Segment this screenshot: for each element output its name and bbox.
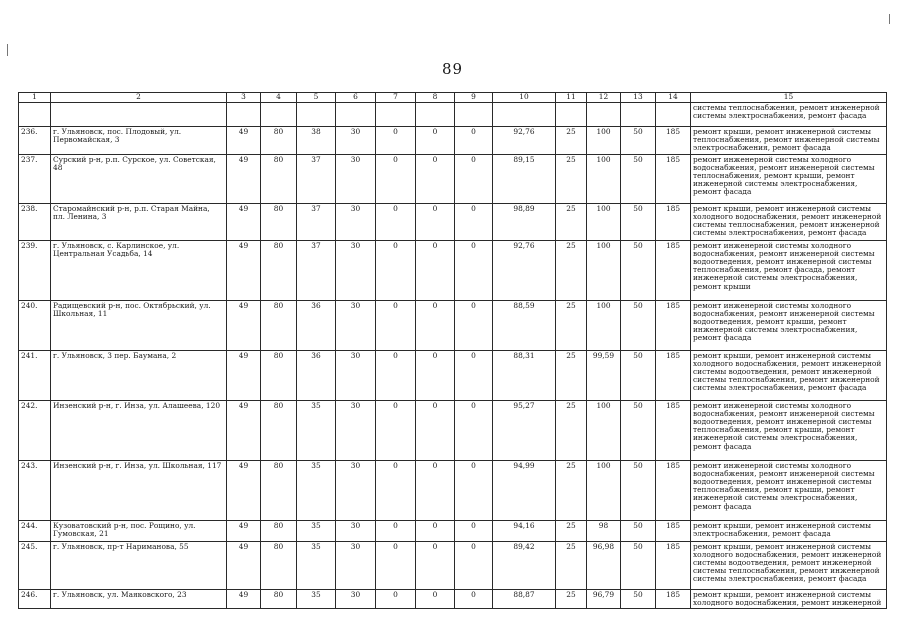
value-c14: 185 [656,350,691,400]
value-c14: 185 [656,589,691,608]
address: Инзенский р-н, г. Инза, ул. Школьная, 117 [51,460,227,520]
row-number: 236. [19,127,51,155]
address: г. Ульяновск, пос. Плодовый, ул. Первомайская, 3 [51,127,227,155]
row-number: 242. [19,400,51,460]
address: Кузоватовский р-н, пос. Рощино, ул. Гумовская, 21 [51,520,227,541]
value-c4: 80 [261,240,297,300]
value-c5: 35 [297,589,336,608]
value-c9: 0 [455,127,493,155]
column-number: 3 [227,93,261,103]
column-number: 9 [455,93,493,103]
value-c8: 0 [416,400,455,460]
value-c4: 80 [261,400,297,460]
value-c12: 98 [587,520,621,541]
value-c9: 0 [455,203,493,240]
value-c13: 50 [621,350,656,400]
column-number-row [19,93,887,103]
value-c3: 49 [227,127,261,155]
column-number: 14 [656,93,691,103]
row-number: 239. [19,240,51,300]
value-c9: 0 [455,300,493,350]
value-c9: 0 [455,154,493,203]
row-number: 241. [19,350,51,400]
value-c9: 0 [455,240,493,300]
value-c13: 50 [621,300,656,350]
value-c4: 80 [261,154,297,203]
value-c14: 185 [656,154,691,203]
value-c10: 92,76 [493,240,556,300]
value-c3: 49 [227,154,261,203]
value-c9: 0 [455,400,493,460]
value-c13: 50 [621,127,656,155]
address: Инзенский р-н, г. Инза, ул. Алашеева, 120 [51,400,227,460]
table-row [19,203,887,240]
value-c14: 185 [656,541,691,589]
value-c3: 49 [227,350,261,400]
row-number: 238. [19,203,51,240]
value-c13: 50 [621,400,656,460]
works-list: системы теплоснабжения, ремонт инженерной системы электроснабжения, ремонт фасада [691,103,887,127]
value-c8: 0 [416,203,455,240]
column-number: 2 [51,93,227,103]
value-c5: 37 [297,154,336,203]
value-c10: 89,15 [493,154,556,203]
value-c11: 25 [556,460,587,520]
value-c4: 80 [261,589,297,608]
value-c6: 30 [336,203,376,240]
value-c4: 80 [261,520,297,541]
value-c13: 50 [621,240,656,300]
value-c14: 185 [656,300,691,350]
value-c8: 0 [416,300,455,350]
value-c12: 100 [587,400,621,460]
value-c5: 37 [297,203,336,240]
address: г. Ульяновск, 3 пер. Баумана, 2 [51,350,227,400]
address: г. Ульяновск, с. Карлинское, ул. Центральная Усадьба, 14 [51,240,227,300]
value-c9: 0 [455,541,493,589]
value-c3: 49 [227,460,261,520]
value-c14: 185 [656,203,691,240]
table-row [19,154,887,203]
value-c5: 36 [297,300,336,350]
continuation-row [19,103,887,127]
value-c10: 94,16 [493,520,556,541]
column-number: 5 [297,93,336,103]
value-c4: 80 [261,541,297,589]
value-c4: 80 [261,460,297,520]
value-c14: 185 [656,127,691,155]
scan-mark [889,14,890,24]
scan-mark [7,44,8,56]
value-c11: 25 [556,520,587,541]
value-c7: 0 [376,300,416,350]
value-c7: 0 [376,589,416,608]
value-c7: 0 [376,127,416,155]
value-c11: 25 [556,589,587,608]
value-c3: 49 [227,300,261,350]
works-list: ремонт крыши, ремонт инженерной системы электроснабжения, ремонт фасада [691,520,887,541]
value-c10: 92,76 [493,127,556,155]
value-c9: 0 [455,460,493,520]
value-c3: 49 [227,520,261,541]
value-c8: 0 [416,541,455,589]
value-c14: 185 [656,240,691,300]
value-c7: 0 [376,203,416,240]
row-number: 245. [19,541,51,589]
value-c8: 0 [416,350,455,400]
value-c12: 96,79 [587,589,621,608]
value-c6: 30 [336,154,376,203]
value-c11: 25 [556,240,587,300]
value-c12: 100 [587,154,621,203]
value-c9: 0 [455,520,493,541]
value-c7: 0 [376,154,416,203]
address: Старомайнский р-н, р.п. Старая Майна, пл. Ленина, 3 [51,203,227,240]
address: г. Ульяновск, пр-т Нариманова, 55 [51,541,227,589]
column-number: 1 [19,93,51,103]
value-c3: 49 [227,589,261,608]
value-c10: 88,59 [493,300,556,350]
value-c5: 35 [297,460,336,520]
value-c4: 80 [261,127,297,155]
value-c3: 49 [227,203,261,240]
column-number: 12 [587,93,621,103]
value-c10: 89,42 [493,541,556,589]
row-number: 244. [19,520,51,541]
column-number: 11 [556,93,587,103]
value-c11: 25 [556,541,587,589]
value-c8: 0 [416,240,455,300]
value-c6: 30 [336,400,376,460]
repair-register-table [18,92,887,609]
works-list: ремонт инженерной системы холодного водоснабжения, ремонт инженерной системы водоотведения, ремонт крыши, ремонт инженерной системы электроснабжения, ремонт фасада [691,300,887,350]
table-row [19,127,887,155]
value-c7: 0 [376,350,416,400]
value-c3: 49 [227,240,261,300]
table-row [19,460,887,520]
row-number: 237. [19,154,51,203]
value-c6: 30 [336,520,376,541]
value-c11: 25 [556,400,587,460]
column-number: 7 [376,93,416,103]
value-c12: 96,98 [587,541,621,589]
value-c4: 80 [261,350,297,400]
address: Радищевский р-н, пос. Октябрьский, ул. Школьная, 11 [51,300,227,350]
value-c9: 0 [455,589,493,608]
value-c14: 185 [656,460,691,520]
works-list: ремонт крыши, ремонт инженерной системы холодного водоснабжения, ремонт инженерной [691,589,887,608]
value-c8: 0 [416,520,455,541]
value-c12: 100 [587,300,621,350]
value-c11: 25 [556,300,587,350]
value-c10: 95,27 [493,400,556,460]
value-c5: 36 [297,350,336,400]
value-c7: 0 [376,240,416,300]
address: г. Ульяновск, ул. Маяковского, 23 [51,589,227,608]
value-c8: 0 [416,127,455,155]
row-number: 246. [19,589,51,608]
value-c7: 0 [376,400,416,460]
value-c13: 50 [621,460,656,520]
value-c11: 25 [556,203,587,240]
value-c10: 94,99 [493,460,556,520]
works-list: ремонт инженерной системы холодного водоснабжения, ремонт инженерной системы теплоснабжения, ремонт крыши, ремонт инженерной системы электроснабжения, ремонт фасада [691,154,887,203]
value-c10: 98,89 [493,203,556,240]
column-number: 13 [621,93,656,103]
value-c7: 0 [376,460,416,520]
value-c5: 37 [297,240,336,300]
column-number: 4 [261,93,297,103]
value-c3: 49 [227,541,261,589]
value-c12: 100 [587,460,621,520]
value-c5: 35 [297,400,336,460]
value-c14: 185 [656,520,691,541]
works-list: ремонт инженерной системы холодного водоснабжения, ремонт инженерной системы водоотведения, ремонт инженерной системы теплоснабжения, ремонт крыши, ремонт инженерной системы электроснабжения, ремонт фасада [691,460,887,520]
value-c9: 0 [455,350,493,400]
value-c6: 30 [336,589,376,608]
value-c12: 99,59 [587,350,621,400]
value-c5: 38 [297,127,336,155]
row-number: 243. [19,460,51,520]
column-number: 10 [493,93,556,103]
value-c7: 0 [376,520,416,541]
value-c6: 30 [336,127,376,155]
value-c4: 80 [261,203,297,240]
value-c11: 25 [556,154,587,203]
value-c12: 100 [587,240,621,300]
value-c8: 0 [416,460,455,520]
table-row [19,520,887,541]
value-c13: 50 [621,541,656,589]
works-list: ремонт крыши, ремонт инженерной системы холодного водоснабжения, ремонт инженерной системы теплоснабжения, ремонт инженерной системы электроснабжения, ремонт фасада [691,203,887,240]
value-c13: 50 [621,520,656,541]
value-c10: 88,87 [493,589,556,608]
value-c8: 0 [416,589,455,608]
value-c12: 100 [587,127,621,155]
table-row [19,350,887,400]
value-c3: 49 [227,400,261,460]
value-c10: 88,31 [493,350,556,400]
value-c7: 0 [376,541,416,589]
address: Сурский р-н, р.п. Сурское, ул. Советская, 48 [51,154,227,203]
works-list: ремонт инженерной системы холодного водоснабжения, ремонт инженерной системы водоотведения, ремонт инженерной системы теплоснабжения, ремонт крыши, ремонт инженерной системы электроснабжения, ремонт фасада [691,400,887,460]
value-c11: 25 [556,350,587,400]
works-list: ремонт крыши, ремонт инженерной системы теплоснабжения, ремонт инженерной системы электроснабжения, ремонт фасада [691,127,887,155]
value-c6: 30 [336,541,376,589]
value-c12: 100 [587,203,621,240]
table-row [19,240,887,300]
value-c6: 30 [336,300,376,350]
column-number: 6 [336,93,376,103]
value-c11: 25 [556,127,587,155]
value-c4: 80 [261,300,297,350]
value-c6: 30 [336,460,376,520]
column-number: 15 [691,93,887,103]
value-c5: 35 [297,520,336,541]
works-list: ремонт крыши, ремонт инженерной системы холодного водоснабжения, ремонт инженерной системы водоотведения, ремонт инженерной системы теплоснабжения, ремонт инженерной системы электроснабжения, ремонт фасада [691,541,887,589]
value-c5: 35 [297,541,336,589]
value-c8: 0 [416,154,455,203]
value-c14: 185 [656,400,691,460]
works-list: ремонт инженерной системы холодного водоснабжения, ремонт инженерной системы водоотведения, ремонт инженерной системы теплоснабжения, ремонт фасада, ремонт инженерной системы электроснабжения, ремонт крыши [691,240,887,300]
table-row [19,589,887,608]
table-row [19,300,887,350]
column-number: 8 [416,93,455,103]
row-number: 240. [19,300,51,350]
value-c6: 30 [336,240,376,300]
value-c13: 50 [621,203,656,240]
works-list: ремонт крыши, ремонт инженерной системы холодного водоснабжения, ремонт инженерной системы водоотведения, ремонт инженерной системы теплоснабжения, ремонт инженерной системы электроснабжения, ремонт фасада [691,350,887,400]
value-c13: 50 [621,154,656,203]
value-c13: 50 [621,589,656,608]
value-c6: 30 [336,350,376,400]
table-row [19,400,887,460]
page-number: 89 [441,60,464,78]
table-row [19,541,887,589]
